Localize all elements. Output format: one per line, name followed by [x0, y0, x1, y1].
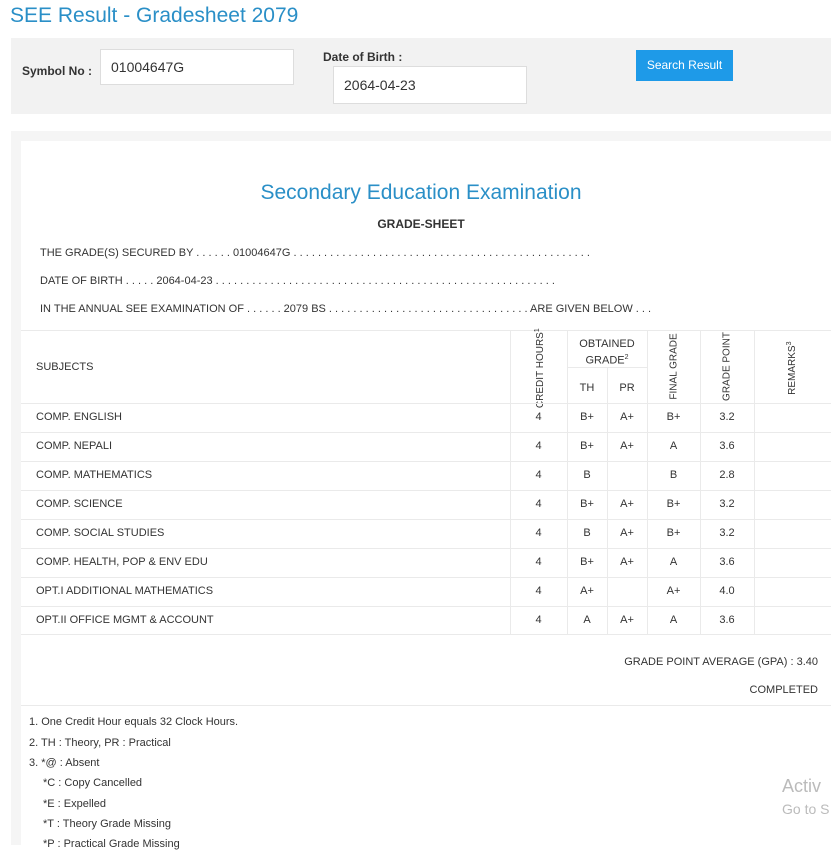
grade-point: 3.2 [719, 498, 735, 510]
pr-grade: A+ [620, 498, 634, 510]
note-item: *C : Copy Cancelled [43, 777, 143, 789]
pr-grade: A+ [620, 614, 634, 626]
table-row [21, 577, 831, 606]
gpa-text: GRADE POINT AVERAGE (GPA) : 3.40 [624, 656, 818, 668]
subject-name: COMP. SOCIAL STUDIES [36, 527, 165, 539]
grade-point-header: GRADE POINT [721, 332, 733, 401]
credit-hours: 4 [535, 469, 542, 481]
final-grade: A [669, 614, 678, 626]
remarks-header: REMARKS$^3$ [785, 341, 799, 395]
final-grade: A+ [666, 585, 681, 597]
table-row [21, 432, 831, 461]
exam-title: Secondary Education Examination [260, 181, 582, 204]
pr-grade: A+ [620, 556, 634, 568]
obtained-grade-header: OBTAINED GRADE$^2$ [579, 338, 635, 367]
grade-point: 3.2 [719, 527, 735, 539]
final-grade-header: FINAL GRADE [668, 333, 680, 400]
search-result-button[interactable]: Search Result [636, 50, 733, 81]
credit-hours: 4 [535, 440, 542, 452]
secured-by-line: THE GRADE(S) SECURED BY . . . . . . 01004647G . . . . . . . . . . . . . . . . . . . . . . . . . . . . . . . . . . . . . . . . . . . . . . . . . [40, 247, 590, 259]
note-item: 3. *@ : Absent [29, 757, 100, 769]
subject-name: OPT.I ADDITIONAL MATHEMATICS [36, 585, 214, 597]
gradesheet-title: GRADE-SHEET [377, 217, 465, 231]
note-item: 1. One Credit Hour equals 32 Clock Hours. [29, 716, 239, 728]
grade-point: 3.2 [719, 411, 735, 423]
activation-watermark: Activ [782, 776, 822, 796]
note-item: *E : Expelled [43, 798, 106, 810]
search-panel [11, 38, 831, 114]
final-grade: B+ [666, 411, 681, 423]
pr-grade: A+ [620, 527, 634, 539]
th-grade: B [583, 469, 591, 481]
table-row [21, 519, 831, 548]
th-grade: B+ [580, 411, 594, 423]
grade-point: 3.6 [719, 440, 735, 452]
subject-name: COMP. MATHEMATICS [36, 469, 153, 481]
table-row [21, 403, 831, 432]
subject-name: COMP. HEALTH, POP & ENV EDU [36, 556, 208, 568]
credit-hours: 4 [535, 585, 542, 597]
subjects-header: SUBJECTS [36, 361, 94, 373]
pr-header: PR [619, 382, 635, 394]
symbol-no-label: Symbol No : [22, 64, 93, 78]
completed-status: COMPLETED [749, 684, 818, 696]
note-item: *T : Theory Grade Missing [43, 818, 171, 830]
dob-input[interactable] [333, 66, 527, 104]
grade-point: 3.6 [719, 556, 735, 568]
note-item: 2. TH : Theory, PR : Practical [29, 737, 171, 749]
credit-hours: 4 [535, 498, 542, 510]
activation-watermark-sub: Go to S [782, 801, 830, 817]
th-grade: B [583, 527, 591, 539]
grade-point: 4.0 [719, 585, 735, 597]
gradesheet-container [11, 131, 831, 850]
dob-line: DATE OF BIRTH . . . . . 2064-04-23 . . . . . . . . . . . . . . . . . . . . . . . . . . . . . . . . . . . . . . . . . . . . . . . . . . . . . . . . [40, 275, 555, 287]
th-grade: B+ [580, 440, 594, 452]
final-grade: B+ [666, 527, 681, 539]
th-grade: B+ [580, 498, 594, 510]
final-grade: B+ [666, 498, 681, 510]
grade-point: 2.8 [719, 469, 735, 481]
credit-hours: 4 [535, 556, 542, 568]
subject-name: COMP. SCIENCE [36, 498, 123, 510]
note-item: *P : Practical Grade Missing [43, 838, 180, 850]
th-grade: A [583, 614, 591, 626]
credit-hours: 4 [535, 527, 542, 539]
th-header: TH [579, 382, 595, 394]
subject-name: OPT.II OFFICE MGMT & ACCOUNT [36, 614, 214, 626]
credit-hours: 4 [535, 614, 542, 626]
grades-table [21, 330, 831, 635]
pr-grade: A+ [620, 440, 634, 452]
final-grade: A [669, 556, 678, 568]
symbol-no-input[interactable] [100, 49, 294, 85]
final-grade: A [669, 440, 678, 452]
th-grade: A+ [580, 585, 594, 597]
subject-name: COMP. ENGLISH [36, 411, 122, 423]
table-row [21, 606, 831, 635]
credit-hours: 4 [535, 411, 542, 423]
table-row [21, 490, 831, 519]
table-row [21, 548, 831, 577]
gradesheet [21, 141, 831, 850]
final-grade: B [669, 469, 678, 481]
credit-hours-header: CREDIT HOURS$^1$ [533, 328, 547, 409]
subject-name: COMP. NEPALI [36, 440, 113, 452]
th-grade: B+ [580, 556, 594, 568]
page-title: SEE Result - Gradesheet 2079 [10, 4, 299, 27]
table-row [21, 461, 831, 490]
dob-label: Date of Birth : [323, 50, 403, 64]
pr-grade: A+ [620, 411, 634, 423]
exam-line: IN THE ANNUAL SEE EXAMINATION OF . . . . . . 2079 BS . . . . . . . . . . . . . . . . . . . . . . . . . . . . . . . . . ARE GIVEN BELOW . . . [40, 303, 652, 315]
grade-point: 3.6 [719, 614, 735, 626]
